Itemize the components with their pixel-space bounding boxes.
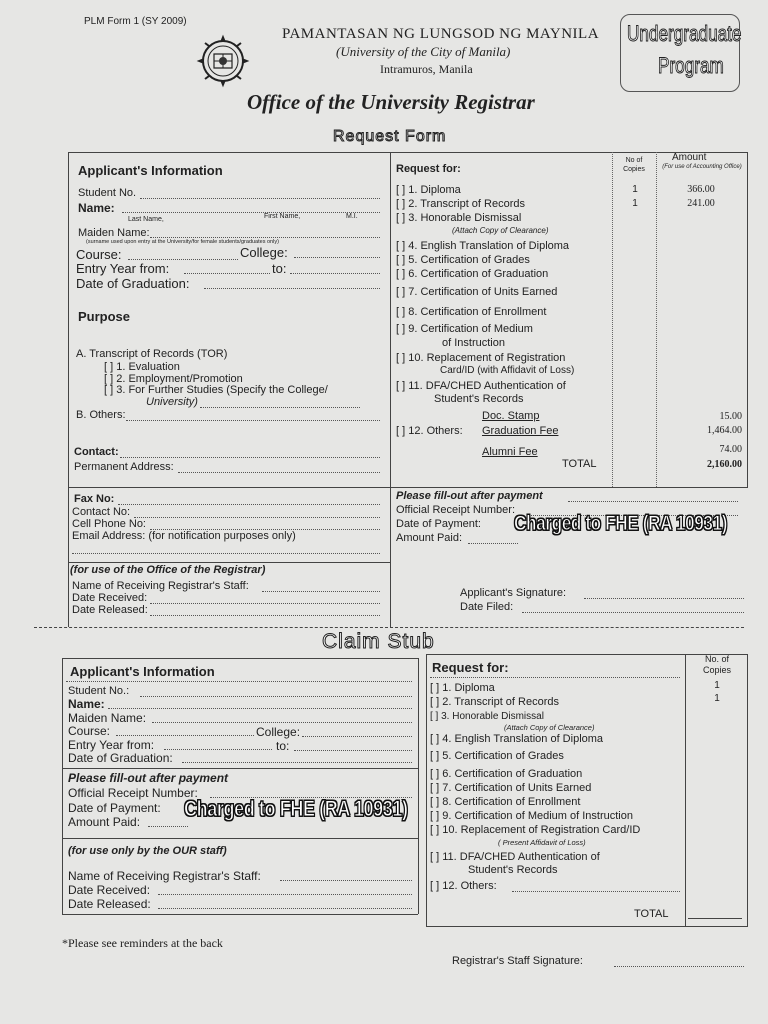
stub-graduation-label: Date of Graduation: <box>68 751 173 765</box>
date-released-label: Date Released: <box>72 604 148 616</box>
student-no-field[interactable] <box>140 198 380 199</box>
stub-left-frame-right <box>418 658 419 914</box>
amount-paid-field[interactable] <box>468 543 518 544</box>
purpose-heading: Purpose <box>78 309 131 324</box>
student-no-label: Student No. <box>78 187 137 199</box>
request-item-tor[interactable]: [ ] 2. Transcript of Records <box>396 198 525 210</box>
email-label: Email Address: (for notification purposes only) <box>72 530 296 542</box>
alumni-fee-label: Alumni Fee <box>482 446 538 458</box>
stub-staff-label: Name of Receiving Registrar's Staff: <box>68 869 261 883</box>
payment-heading-line <box>568 501 738 502</box>
stub-received-field[interactable] <box>158 894 412 895</box>
request-item-replacement-note: Card/ID (with Affidavit of Loss) <box>440 365 575 376</box>
stub-fhe-stamp: Charged to FHE (RA 10931) <box>184 796 408 821</box>
stub-item-dfa-ched-2: Student's Records <box>468 864 558 876</box>
applicant-heading: Applicant's Information <box>78 163 223 178</box>
stub-item-clearance-note: (Attach Copy of Clearance) <box>504 723 595 732</box>
stub-item-cert-grades[interactable]: [ ] 5. Certification of Grades <box>430 750 564 762</box>
stub-copies-diploma[interactable]: 1 <box>714 680 720 691</box>
stub-item-honorable-dismissal[interactable]: [ ] 3. Honorable Dismissal <box>430 711 544 722</box>
request-item-dfa-ched[interactable]: [ ] 11. DFA/CHED Authentication of <box>396 380 566 392</box>
frame-right <box>747 152 748 487</box>
cut-line <box>34 627 744 628</box>
staff-signature-label: Registrar's Staff Signature: <box>452 955 583 967</box>
frame-middle <box>390 152 391 627</box>
college-field[interactable] <box>294 257 380 258</box>
permanent-address-label: Permanent Address: <box>74 461 174 473</box>
stub-total-field[interactable] <box>688 918 742 919</box>
entry-year-to-field[interactable] <box>290 273 380 274</box>
doc-stamp-label: Doc. Stamp <box>482 410 540 422</box>
stub-maiden-field[interactable] <box>152 722 412 723</box>
request-item-diploma[interactable]: [ ] 1. Diploma <box>396 184 461 196</box>
amount-header: Amount <box>672 152 707 163</box>
request-item-replacement[interactable]: [ ] 10. Replacement of Registration <box>396 352 566 364</box>
amount-paid-label: Amount Paid: <box>396 532 463 544</box>
entry-year-to-label: to: <box>272 261 287 276</box>
registrar-staff-field[interactable] <box>262 591 380 592</box>
university-name-english: (University of the City of Manila) <box>336 44 511 59</box>
contact-no-field[interactable] <box>134 517 380 518</box>
stub-receipt-label: Official Receipt Number: <box>68 786 198 800</box>
stub-payment-heading: Please fill-out after payment <box>68 771 229 785</box>
college-label: College: <box>240 245 288 260</box>
contact-field[interactable] <box>120 457 380 458</box>
stub-released-label: Date Released: <box>68 897 151 911</box>
amount-doc-stamp: 15.00 <box>719 411 742 422</box>
contact-heading: Contact: <box>74 446 119 458</box>
request-item-dfa-ched-2: Student's Records <box>434 393 524 405</box>
request-item-honorable-dismissal[interactable]: [ ] 3. Honorable Dismissal <box>396 212 522 224</box>
request-item-others[interactable]: [ ] 12. Others: <box>396 425 463 437</box>
last-name-hint: Last Name, <box>128 216 164 223</box>
stub-entry-to-label: to: <box>276 739 290 753</box>
maiden-label: Maiden Name: <box>78 227 150 239</box>
program-label-2: Program <box>658 53 724 78</box>
frame-left <box>68 152 69 627</box>
stub-name-field[interactable] <box>108 708 412 709</box>
cell-label: Cell Phone No: <box>72 518 146 530</box>
university-location: Intramuros, Manila <box>380 62 473 76</box>
university-seal <box>192 30 254 92</box>
stub-course-field[interactable] <box>116 735 254 736</box>
permanent-address-field[interactable] <box>178 472 380 473</box>
stub-entry-from-field[interactable] <box>164 749 272 750</box>
purpose-further-studies[interactable]: [ ] 3. For Further Studies (Specify the College/ <box>104 384 328 396</box>
first-name-hint: First Name, <box>264 213 301 220</box>
stub-left-top <box>62 658 418 659</box>
payment-heading: Please fill-out after payment <box>396 490 543 502</box>
stub-copies-tor[interactable]: 1 <box>714 693 720 704</box>
copies-tor[interactable]: 1 <box>632 198 638 209</box>
stub-copies-header-1: No. of <box>704 654 729 664</box>
fhe-stamp: Charged to FHE (RA 10931) <box>514 512 728 535</box>
stub-copies-col <box>685 654 686 926</box>
date-released-field[interactable] <box>150 615 380 616</box>
entry-year-label: Entry Year from: <box>76 261 170 276</box>
stub-item-english-translation[interactable]: [ ] 4. English Translation of Diploma <box>430 733 604 745</box>
stub-our-heading: (for use only by the OUR staff) <box>68 845 227 857</box>
stub-applicant-line <box>66 681 412 682</box>
stub-received-label: Date Received: <box>68 883 151 897</box>
stub-item-others[interactable]: [ ] 12. Others: <box>430 880 497 892</box>
stub-left-frame-left <box>62 658 63 914</box>
date-filed-label: Date Filed: <box>460 601 514 613</box>
purpose-tor: A. Transcript of Records (TOR) <box>76 348 228 360</box>
applicant-signature-field[interactable] <box>584 598 744 599</box>
payment-date-label: Date of Payment: <box>396 518 481 530</box>
maiden-field[interactable] <box>150 237 380 238</box>
receipt-label: Official Receipt Number: <box>396 504 516 516</box>
graduation-field[interactable] <box>204 288 380 289</box>
registrar-use-heading: (for use of the Office of the Registrar) <box>70 564 266 576</box>
purpose-further-studies-field[interactable] <box>200 407 360 408</box>
stub-request-line <box>430 677 680 678</box>
stub-item-affidavit-note: ( Present Affidavit of Loss) <box>498 838 586 847</box>
stub-right-bottom <box>426 926 748 927</box>
request-item-cert-medium[interactable]: [ ] 9. Certification of Medium <box>396 323 533 335</box>
name-field[interactable] <box>122 212 380 213</box>
program-box <box>620 14 740 92</box>
purpose-university-note: University) <box>146 396 198 408</box>
amount-tor: 241.00 <box>687 198 715 209</box>
stub-maiden-label: Maiden Name: <box>68 711 147 725</box>
contact-no-label: Contact No: <box>72 506 131 518</box>
stub-student-no-label: Student No.: <box>68 685 130 697</box>
request-heading: Request for: <box>396 163 461 175</box>
stub-item-tor[interactable]: [ ] 2. Transcript of Records <box>430 696 559 708</box>
claim-stub-title: Claim Stub <box>322 630 435 653</box>
stub-entry-year-label: Entry Year from: <box>68 738 155 752</box>
course-field[interactable] <box>128 259 238 260</box>
stub-released-field[interactable] <box>158 908 412 909</box>
stub-college-field[interactable] <box>302 736 412 737</box>
stub-payment-date-label: Date of Payment: <box>68 801 161 815</box>
copies-col-left <box>612 152 613 487</box>
stub-item-dfa-ched[interactable]: [ ] 11. DFA/CHED Authentication of <box>430 851 600 863</box>
mi-hint: M.I. <box>346 213 358 220</box>
entry-year-from-field[interactable] <box>184 273 270 274</box>
stub-college-label: College: <box>256 725 301 739</box>
amount-alumni-fee: 74.00 <box>719 444 742 455</box>
copies-header: No of Copies <box>623 157 645 173</box>
total-label: TOTAL <box>562 458 597 470</box>
amount-note: (For use of Accounting Office) <box>662 164 742 170</box>
office-title: Office of the University Registrar <box>247 90 535 114</box>
maiden-note: (surname used upon entry at the University/for female students/graduates only) <box>86 239 279 245</box>
stub-entry-to-field[interactable] <box>294 750 412 751</box>
purpose-evaluation[interactable]: [ ] 1. Evaluation <box>104 361 180 373</box>
date-received-field[interactable] <box>150 603 380 604</box>
purpose-others-field[interactable] <box>126 420 380 421</box>
stub-applicant-heading: Applicant's Information <box>70 664 215 679</box>
amount-diploma: 366.00 <box>687 184 715 195</box>
form-code: PLM Form 1 (SY 2009) <box>84 16 187 27</box>
amount-total: 2,160.00 <box>707 459 742 470</box>
stub-student-no-field[interactable] <box>140 696 412 697</box>
date-received-label: Date Received: <box>72 592 148 604</box>
request-item-clearance-note: (Attach Copy of Clearance) <box>452 226 549 235</box>
email-field[interactable] <box>72 553 380 554</box>
stub-request-heading: Request for: <box>432 660 509 675</box>
copies-col-right <box>656 152 657 487</box>
course-label: Course: <box>76 247 122 262</box>
request-item-cert-grades[interactable]: [ ] 5. Certification of Grades <box>396 254 530 266</box>
stub-amount-paid-label: Amount Paid: <box>68 815 141 829</box>
program-label-1: Undergraduate <box>627 21 742 46</box>
purpose-others-label: B. Others: <box>76 409 126 421</box>
frame-top <box>68 152 748 153</box>
stub-left-div1 <box>62 768 418 769</box>
graduation-label: Date of Graduation: <box>76 276 190 291</box>
stub-item-cert-units[interactable]: [ ] 7. Certification of Units Earned <box>430 782 592 794</box>
contact-divider <box>68 487 390 488</box>
stub-item-diploma[interactable]: [ ] 1. Diploma <box>430 682 495 694</box>
form-title: Request Form <box>333 128 447 145</box>
request-item-cert-units[interactable]: [ ] 7. Certification of Units Earned <box>396 286 558 298</box>
fax-label: Fax No: <box>74 493 115 505</box>
purpose-employment[interactable]: [ ] 2. Employment/Promotion <box>104 373 243 385</box>
request-item-english-translation[interactable]: [ ] 4. English Translation of Diploma <box>396 240 570 252</box>
amount-graduation-fee: 1,464.00 <box>707 425 742 436</box>
graduation-fee-label: Graduation Fee <box>482 425 559 437</box>
stub-item-cert-enrollment[interactable]: [ ] 8. Certification of Enrollment <box>430 796 581 808</box>
stub-right-frame-right <box>747 654 748 926</box>
stub-amount-paid-field[interactable] <box>148 826 188 827</box>
date-filed-field[interactable] <box>522 612 744 613</box>
request-item-cert-medium-2: of Instruction <box>442 337 505 349</box>
stub-total-label: TOTAL <box>634 908 669 920</box>
fax-field[interactable] <box>118 504 380 505</box>
stub-staff-field[interactable] <box>280 880 412 881</box>
request-item-cert-graduation[interactable]: [ ] 6. Certification of Graduation <box>396 268 549 280</box>
stub-graduation-field[interactable] <box>182 762 412 763</box>
stub-right-frame-left <box>426 654 427 926</box>
university-name: PAMANTASAN NG LUNGSOD NG MAYNILA <box>282 26 600 42</box>
stub-item-cert-medium[interactable]: [ ] 9. Certification of Medium of Instruction <box>430 810 633 822</box>
stub-item-cert-graduation[interactable]: [ ] 6. Certification of Graduation <box>430 768 583 780</box>
stub-item-replacement[interactable]: [ ] 10. Replacement of Registration Card/ID <box>430 824 641 836</box>
stub-copies-header-2: Copies <box>702 665 731 675</box>
stub-left-bottom <box>62 914 418 915</box>
stub-course-label: Course: <box>68 724 111 738</box>
registrar-staff-label: Name of Receiving Registrar's Staff: <box>72 580 249 592</box>
stub-left-div2 <box>62 838 418 839</box>
name-label: Name: <box>78 201 115 215</box>
copies-diploma[interactable]: 1 <box>632 184 638 195</box>
applicant-signature-label: Applicant's Signature: <box>460 587 567 599</box>
request-item-cert-enrollment[interactable]: [ ] 8. Certification of Enrollment <box>396 306 547 318</box>
staff-signature-field[interactable] <box>614 966 744 967</box>
footnote: *Please see reminders at the back <box>62 936 223 950</box>
stub-name-label: Name: <box>68 697 105 711</box>
registrar-divider <box>68 562 390 563</box>
frame-right-bottom <box>390 487 748 488</box>
stub-others-field[interactable] <box>512 891 680 892</box>
